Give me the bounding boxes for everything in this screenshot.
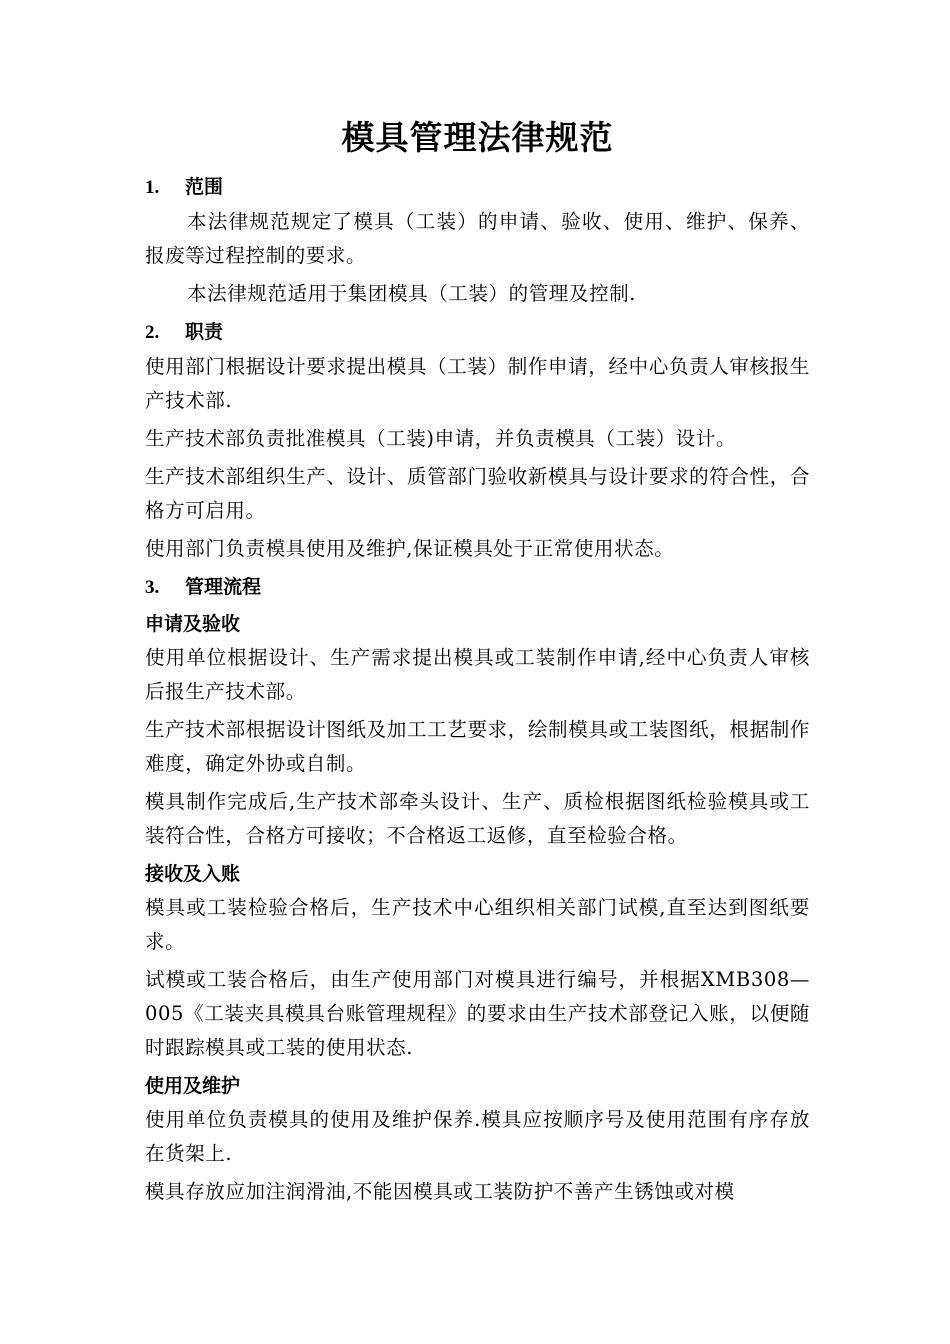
subsection-heading-application: 申请及验收 xyxy=(145,613,241,635)
section-heading-responsibilities xyxy=(145,315,810,350)
paragraph: 模具或工装检验合格后，生产技术中心组织相关部门试模,直至达到图纸要求。 xyxy=(145,896,810,953)
document-page xyxy=(145,112,810,1213)
paragraph: 使用单位负责模具的使用及维护保养.模具应按顺序号及使用范围有序存放在货架上. xyxy=(145,1108,810,1165)
section-heading-scope xyxy=(145,170,810,205)
paragraph: 使用部门负责模具使用及维护,保证模具处于正常使用状态。 xyxy=(145,537,675,560)
paragraph: 使用单位根据设计、生产需求提出模具或工装制作申请,经中心负责人审核后报生产技术部。 xyxy=(145,646,810,703)
paragraph: 试模或工装合格后，由生产使用部门对模具进行编号，并根据XMB308—005《工装夹具模具台账管理规程》的要求由生产技术部登记入账，以便随时跟踪模具或工装的使用状态. xyxy=(145,968,810,1059)
paragraph: 本法律规范规定了模具（工装）的申请、验收、使用、维护、保养、报废等过程控制的要求。 xyxy=(145,210,810,267)
paragraph: 生产技术部根据设计图纸及加工工艺要求，绘制模具或工装图纸，根据制作难度，确定外协或自制。 xyxy=(145,718,810,775)
section-title: 管理流程 xyxy=(185,576,262,598)
paragraph: 使用部门根据设计要求提出模具（工装）制作申请，经中心负责人审核报生产技术部. xyxy=(145,355,810,412)
paragraph: 模具存放应加注润滑油,不能因模具或工装防护不善产生锈蚀或对模 xyxy=(145,1180,735,1203)
subsection-heading-receipt: 接收及入账 xyxy=(145,863,241,885)
section-title: 范围 xyxy=(185,176,224,198)
section-title: 职责 xyxy=(185,321,224,343)
subsection-heading-usage: 使用及维护 xyxy=(145,1075,241,1097)
section-number: 1. xyxy=(145,177,160,198)
section-heading-process xyxy=(145,570,810,605)
paragraph: 模具制作完成后,生产技术部牵头设计、生产、质检根据图纸检验模具或工装符合性，合格方可接收；不合格返工返修，直至检验合格。 xyxy=(145,790,810,847)
paragraph: 生产技术部组织生产、设计、质管部门验收新模具与设计要求的符合性，合格方可启用。 xyxy=(145,465,810,522)
document-title: 模具管理法律规范 xyxy=(341,118,614,157)
paragraph: 本法律规范适用于集团模具（工装）的管理及控制. xyxy=(187,282,636,305)
section-number: 2. xyxy=(145,322,160,343)
paragraph: 生产技术部负责批准模具（工装)申请，并负责模具（工装）设计。 xyxy=(145,427,737,450)
section-number: 3. xyxy=(145,577,160,598)
